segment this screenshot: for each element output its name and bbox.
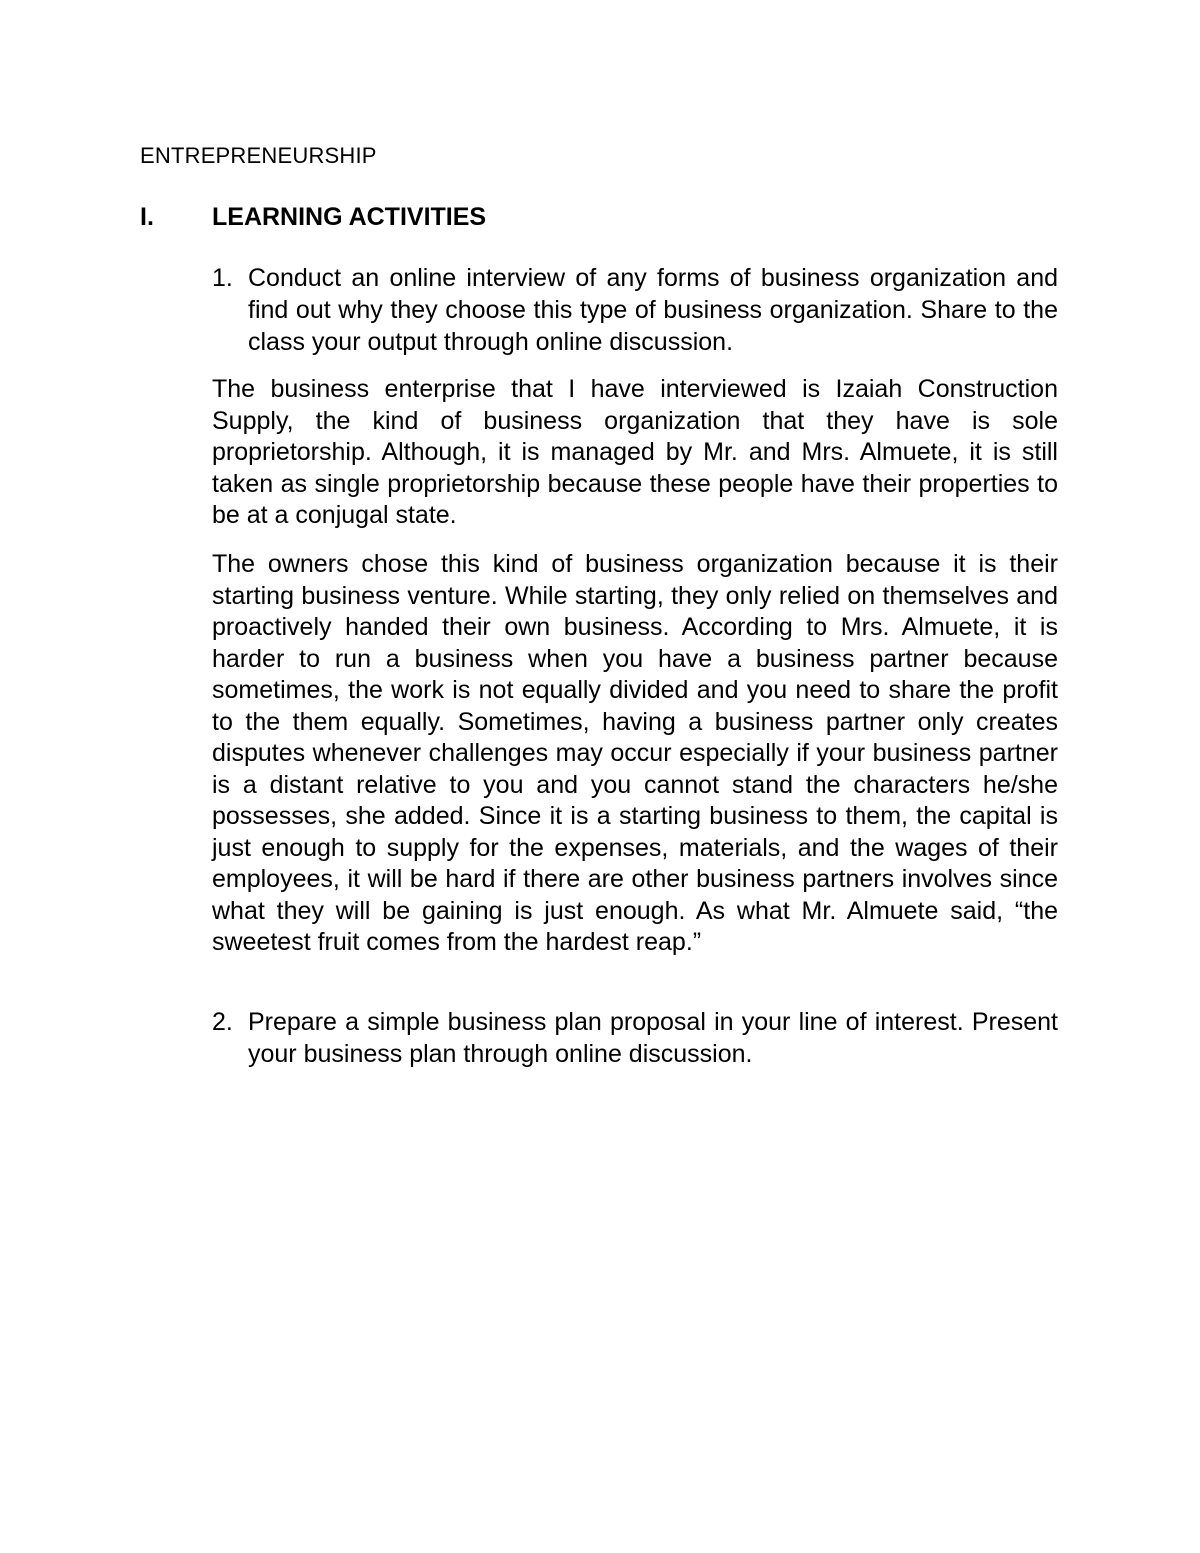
- interview-paragraph-1: The business enterprise that I have interviewed is Izaiah Construction Supply, the kind of business organization that they have is sole proprietorship. Although, it is managed by Mr. and Mrs. Almuete, it is still taken as single proprietorship because these people have their properties to be at a conjugal state.: [212, 375, 1058, 529]
- section-number: I.: [140, 203, 154, 231]
- activity-number: 2.: [212, 1008, 233, 1036]
- activity-text: Prepare a simple business plan proposal in your line of interest. Present your business plan through online discussion.: [248, 1008, 1058, 1068]
- activity-item-1: [212, 262, 1058, 358]
- interview-paragraph-2: The owners chose this kind of business organization because it is their starting business venture. While starting, they only relied on themselves and proactively handed their own business. According to Mrs. Almuete, it is harder to run a business when you have a business partner because sometimes, the work is not equally divided and you need to share the profit to the them equally. Sometimes, having a business partner only creates disputes whenever challenges may occur especially if your business partner is a distant relative to you and you cannot stand the characters he/she possesses, she added. Since it is a starting business to them, the capital is just enough to supply for the expenses, materials, and the wages of their employees, it will be hard if there are other business partners involves since what they will be gaining is just enough. As what Mr. Almuete said, “the sweetest fruit comes from the hardest reap.”: [212, 550, 1058, 956]
- document-title: ENTREPRENEURSHIP: [140, 143, 377, 168]
- activity-text: Conduct an online interview of any forms of business organization and find out why they choose this type of business organization. Share to the class your output through online discussion.: [248, 264, 1058, 356]
- section-title: LEARNING ACTIVITIES: [212, 203, 487, 231]
- activity-number: 1.: [212, 264, 233, 292]
- activity-item-2: [212, 1006, 1058, 1070]
